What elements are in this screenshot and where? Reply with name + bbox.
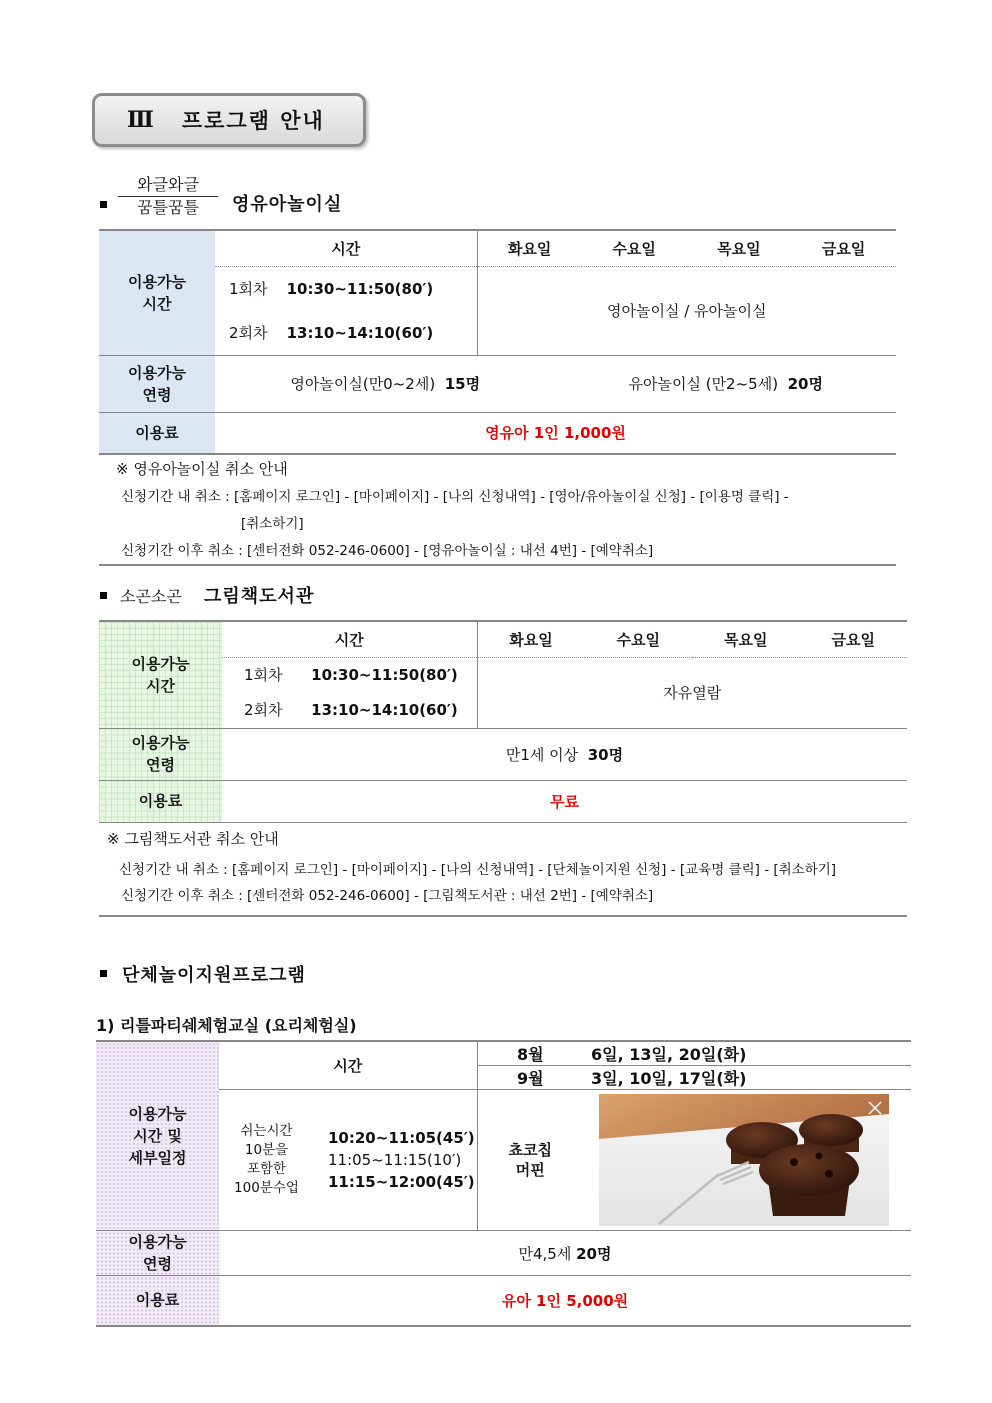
bullet-icon (100, 592, 107, 599)
room1-rooms: 영아놀이실 / 유아놀이실 (607, 302, 767, 320)
room1-day-tue: 화요일 (477, 230, 582, 266)
room2-time-label: 이용가능 시간 (99, 621, 222, 728)
room1-prefix (118, 174, 218, 219)
section-number: Ⅲ (127, 107, 154, 133)
room1-cancel-line1: 신청기간 내 취소 : [홈페이지 로그인] - [마이페이지] - [나의 신청내역] - [영아/유아놀이실 신청] - [이용명 클릭] - (121, 489, 789, 505)
room2-age-count: 30명 (587, 745, 624, 764)
room1-prefix-bottom: 꿈틀꿈틀 (137, 198, 199, 217)
room1-age-child: 유아놀이실 (만2~5세) (628, 375, 779, 393)
group-col-time: 시간 (219, 1041, 477, 1090)
group-table (96, 1040, 911, 1327)
room1-sessions (215, 266, 477, 355)
room2-cancel-line2: 신청기간 이후 취소 : [센터전화 052-246-0600] - [그림책도서관 : 내선 2번] - [예약취소] (121, 888, 654, 904)
group-month2: 9월 (477, 1066, 583, 1090)
room2-day-fri: 금요일 (800, 621, 908, 657)
room1-prefix-top: 와글와글 (118, 174, 218, 197)
room1-day-fri: 금요일 (791, 230, 896, 266)
room2-age: 만1세 이상 30명 (505, 745, 624, 764)
room1-age (215, 355, 896, 412)
muffin-image (599, 1094, 889, 1226)
room1-age-infant-count: 15명 (444, 375, 481, 393)
room2-age-label: 이용가능 연령 (99, 728, 222, 780)
room2-cancel-line1: 신청기간 내 취소 : [홈페이지 로그인] - [마이페이지] - [나의 신청내역] - [단체놀이지원 신청] - [교육명 클릭] - [취소하기] (119, 862, 837, 878)
room2-session1-label: 1회차 (244, 665, 283, 684)
room1-fee-label: 이용료 (99, 412, 215, 454)
group-heading: 단체놀이지원프로그램 (122, 965, 306, 986)
room1-cancel-title: ※ 영유아놀이실 취소 안내 (116, 460, 288, 478)
room2-session2-time: 13:10~14:10(60′) (311, 700, 458, 719)
room1-table (99, 229, 896, 455)
room2-day-wed: 수요일 (585, 621, 693, 657)
group-age: 만4,5세 20명 (518, 1244, 612, 1263)
room1-day-thu: 목요일 (687, 230, 792, 266)
room1-cancel-line2: 신청기간 이후 취소 : [센터전화 052-246-0600] - [영유아놀이실 : 내선 4번] - [예약취소] (121, 543, 654, 559)
room1-age-child-count: 20명 (787, 375, 823, 393)
room1-cancel-notes (99, 457, 896, 566)
muffin-front (759, 1144, 859, 1216)
group-fee-label: 이용료 (96, 1276, 219, 1326)
room2-fee-label: 이용료 (99, 780, 222, 822)
room2-fee: 무료 (550, 792, 579, 811)
group-sub-heading: 1) 리틀파티쉐체험교실 (요리체험실) (96, 1016, 357, 1035)
section-title: 프로그램 안내 (181, 109, 325, 133)
room1-time-label: 이용가능 시간 (99, 230, 215, 355)
room2-mode: 자유열람 (663, 684, 722, 702)
group-slot1: 10:20~11:05(45′) (328, 1129, 475, 1147)
group-time-label: 이용가능 시간 및 세부일정 (96, 1041, 219, 1231)
room1-name: 영유아놀이실 (232, 194, 343, 215)
muffin-photo (583, 1090, 911, 1231)
room1-day-wed: 수요일 (582, 230, 687, 266)
bullet-icon (100, 201, 107, 208)
group-month1-days: 6일, 13일, 20일(화) (583, 1041, 911, 1066)
room1-session2-label: 2회차 (229, 323, 268, 342)
group-slot3: 11:15~12:00(45′) (328, 1173, 475, 1191)
room2-col-time: 시간 (222, 621, 477, 657)
group-break-note: 쉬는시간 10분을 포함한 100분수업 (234, 1123, 299, 1196)
room2-table (99, 620, 907, 823)
room2-name: 그림책도서관 (204, 586, 315, 607)
group-fee: 유아 1인 5,000원 (501, 1291, 629, 1310)
room2-day-tue: 화요일 (477, 621, 585, 657)
room2-sessions (222, 657, 477, 728)
room1-session1-time: 10:30~11:50(80′) (286, 279, 434, 298)
room1-fee: 영유아 1인 1,000원 (485, 424, 626, 443)
room1-age-infant: 영아놀이실(만0~2세) (290, 375, 436, 393)
group-month2-days: 3일, 10일, 17일(화) (583, 1066, 911, 1090)
room1-session2-time: 13:10~14:10(60′) (286, 323, 434, 342)
group-menu: 쵸코칩 머핀 (508, 1141, 552, 1179)
group-age-count: 20명 (576, 1244, 612, 1263)
section-title-box (92, 93, 366, 147)
room2-day-thu: 목요일 (692, 621, 800, 657)
group-slot2: 11:05~11:15(10′) (328, 1151, 462, 1169)
room2-cancel-notes (99, 825, 907, 917)
room2-session1-time: 10:30~11:50(80′) (311, 665, 458, 684)
bullet-icon (100, 970, 107, 977)
group-age-label: 이용가능 연령 (96, 1231, 219, 1276)
room2-prefix: 소곤소곤 (120, 587, 182, 606)
room1-cancel-line1b: [취소하기] (241, 516, 304, 532)
room2-session2-label: 2회차 (244, 700, 283, 719)
room1-col-time: 시간 (215, 230, 477, 266)
room1-session1-label: 1회차 (229, 279, 268, 298)
room1-age-label: 이용가능 연령 (99, 355, 215, 412)
group-slots (314, 1090, 477, 1231)
room2-cancel-title: ※ 그림책도서관 취소 안내 (107, 830, 279, 848)
group-month1: 8월 (477, 1041, 583, 1066)
